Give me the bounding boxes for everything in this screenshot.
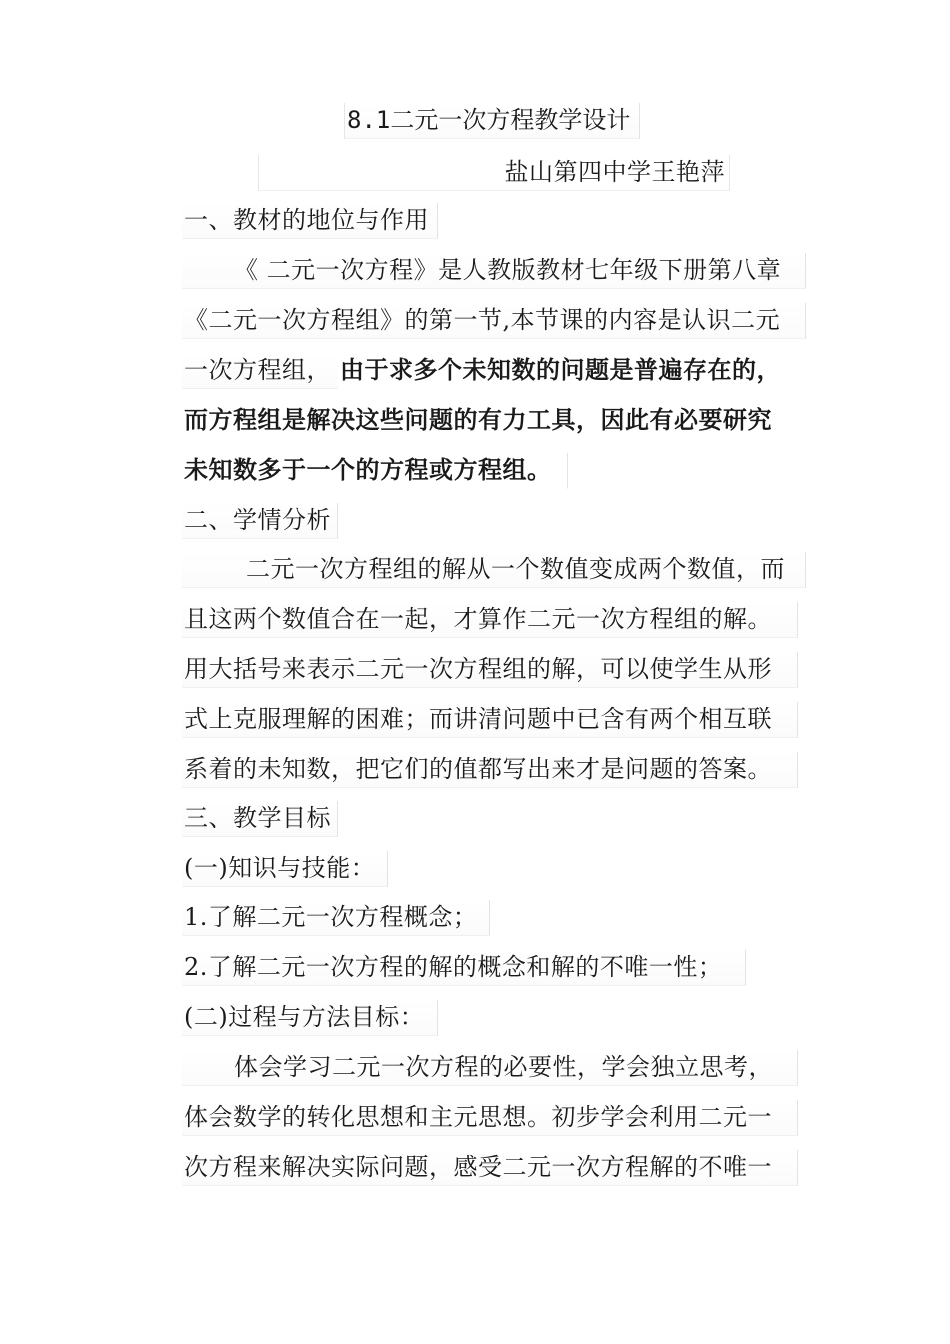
paragraph-line: 二元一次方程组的解从一个数值变成两个数值，而 xyxy=(182,552,806,588)
subsection-heading-2: (二)过程与方法目标： xyxy=(182,1000,438,1036)
subsection-heading-1: (一)知识与技能： xyxy=(182,851,388,887)
paragraph-line: 体会数学的转化思想和主元思想。初步学会利用二元一 xyxy=(182,1100,798,1136)
paragraph-line-bold: 而方程组是解决这些问题的有力工具，因此有必要研究 xyxy=(182,403,798,439)
paragraph-line: 且这两个数值合在一起，才算作二元一次方程组的解。 xyxy=(182,602,798,638)
document-title: 8.1二元一次方程教学设计 xyxy=(344,103,640,139)
paragraph-line: 一次方程组， xyxy=(182,353,338,389)
paragraph-line: 式上克服理解的困难；而讲清问题中已含有两个相互联 xyxy=(182,702,798,738)
objective-item: 1.了解二元一次方程概念； xyxy=(182,900,490,936)
author-line xyxy=(258,155,730,191)
paragraph-line-bold: 由于求多个未知数的问题是普遍存在的， xyxy=(338,353,798,389)
section-heading-3: 三、教学目标 xyxy=(182,801,338,837)
paragraph-line-bold: 未知数多于一个的方程或方程组。 xyxy=(182,453,568,489)
paragraph-line: 用大括号来表示二元一次方程组的解，可以使学生从形 xyxy=(182,652,798,688)
paragraph-line: 体会学习二元一次方程的必要性，学会独立思考， xyxy=(182,1050,798,1086)
section-heading-2: 二、学情分析 xyxy=(182,503,338,539)
paragraph-line: 《二元一次方程组》的第一节,本节课的内容是认识二元 xyxy=(182,303,806,339)
section-heading-1: 一、教材的地位与作用 xyxy=(182,203,438,239)
paragraph-line: 《 二元一次方程》是人教版教材七年级下册第八章 xyxy=(182,253,806,289)
author-name: 盐山第四中学王艳萍 xyxy=(504,158,725,186)
paragraph-line: 次方程来解决实际问题，感受二元一次方程解的不唯一 xyxy=(182,1150,798,1186)
objective-item: 2.了解二元一次方程的解的概念和解的不唯一性； xyxy=(182,950,746,986)
paragraph-line: 系着的未知数，把它们的值都写出来才是问题的答案。 xyxy=(182,752,798,788)
